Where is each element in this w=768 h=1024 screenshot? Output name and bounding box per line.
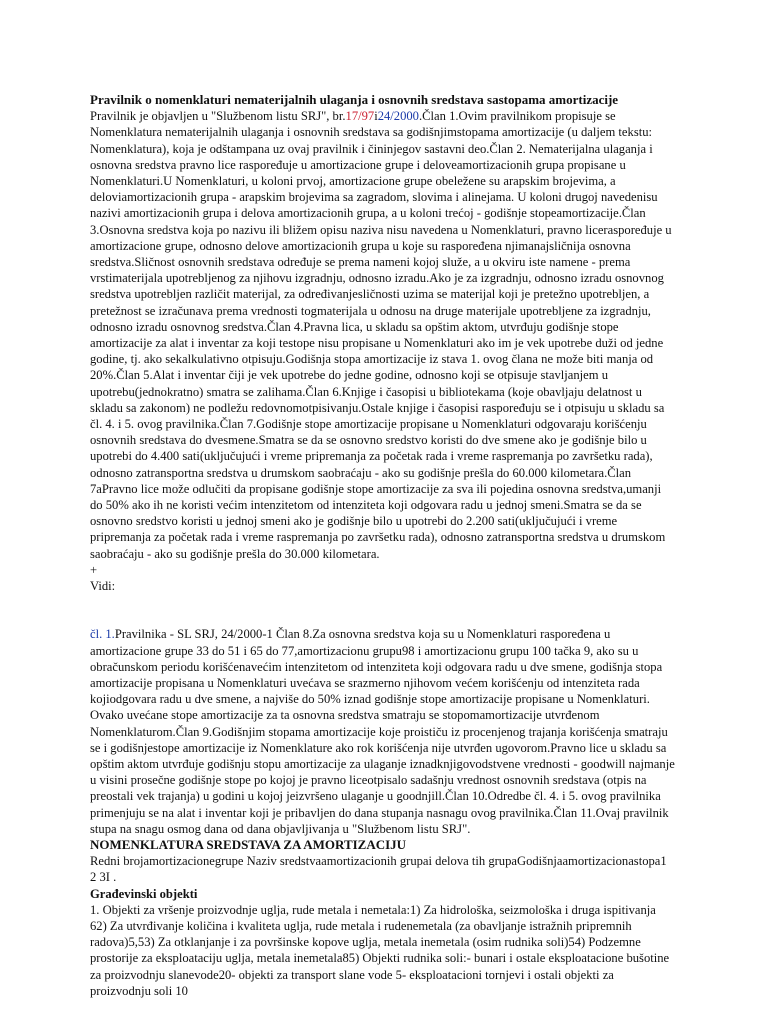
gazette-ref-2000[interactable]: 24/2000: [377, 109, 419, 124]
intro-paragraph: [90, 108, 675, 562]
articles-8-11: [90, 626, 675, 837]
document-title: Pravilnik o nomenklaturi nematerijalnih ulaganja i osnovnih sredstava sastopama amortizacije: [90, 92, 619, 107]
intro-text: Pravilnik je objavljen u "Službenom listu SRJ", br.: [90, 109, 346, 124]
see-also-label: Vidi:: [90, 579, 116, 594]
article-1-link[interactable]: čl. 1.: [90, 627, 115, 642]
table-header: Redni brojamortizacionegrupe Naziv sredstvaamortizacionih grupai delova tih grupaGodišnjaamortizacionastopa1 2 3I .: [90, 854, 667, 885]
spacer: [90, 594, 675, 626]
document-page: [90, 92, 675, 999]
gazette-ref-1997[interactable]: 17/97: [345, 109, 375, 124]
expand-toggle[interactable]: +: [90, 562, 98, 577]
ref-separator: i: [374, 109, 378, 124]
subsection-title: Građevinski objekti: [90, 886, 198, 901]
section-title: NOMENKLATURA SREDSTAVA ZA AMORTIZACIJU: [90, 836, 407, 852]
articles-1-7a: .Član 1.Ovim pravilnikom propisuje se Nomenklatura nematerijalnih ulaganja i osnovnih sredstava sa godišnjimstopama amortizacije (u daljem tekstu: Nomenklatura), koja je odštampana uz ovaj pravilnik i čininjegov sastavni deo.Član 2. Nematerijalna ulaganja i osnovna sredstva pravno lice raspoređuje u amortizacione grupe i deloveamortizacionih grupa propisane u Nomenklaturi.U Nomenklaturi, u koloni prvoj, amortizacione grupe obeležene su arapskim brojevima, a deloviamortizacionih grupa - arapskim brojevima sa zagradom, slovima i alinejama. U koloni drugoj navedenisu nazivi amortizacionih grupa i delova amortizacionih grupa, a u koloni trećoj - godišnje stopeamortizacije.Član 3.Osnovna sredstva koja po nazivu ili bližem opisu naziva nisu navedena u Nomenklaturi, pravno liceraspoređuje u amortizacione grupe, odnosno delove amortizacionih grupa u koje su raspoređena njimanajsličnija osnovna sredstva.Sličnost osnovnih sredstava određuje se prema nameni kojoj služe, a u okviru iste namene - prema vrstimaterijala upotrebljenog za njihovu izgradnju, odnosno izradu.Ako je za izgradnju, odnosno izradu osnovnog sredstva upotrebljen različit materijal, za određivanjesličnosti uzima se materijal koji je pretežno upotrebljen, a pretežnost se izračunava prema vrednosti togmaterijala u odnosu na druge materijale upotrebljene za izgradnju, odnosno izradu osnovnog sredstva.Član 4.Pravna lica, u skladu sa opštim aktom, utvrđuju godišnje stope amortizacije za alat i inventar za koji testope nisu propisane u Nomenklaturi ako im je vek upotrebe duži od jedne godine, tj. ako sekalkulativno otpisuju.Godišnja stopa amortizacije iz stava 1. ovog člana ne može biti manja od 20%.Član 5.Alat i inventar čiji je vek upotrebe do jedne godine, odnosno koji se otpisuje stavljanjem u upotrebu(jednokratno) smatra se zalihama.Član 6.Knjige i časopisi u bibliotekama (koje obavljaju delatnost u skladu sa zakonom) ne podležu redovnomotpisivanju.Ostale knjige i časopisi raspoređuju se i otpisuju u skladu sa čl. 4. i 5. ovog pravilnika.Član 7.Godišnje stope amortizacije propisane u Nomenklaturi odgovaraju korišćenju osnovnih sredstava do dvesmene.Smatra se da se osnovno sredstvo koristi do dve smene ako je godišnje bilo u upotrebi do 4.400 sati(uključujući i vreme pripremanja za početak rada i vreme raspremanja po završetku rada), odnosno zatransportna sredstva u drumskom saobraćaju - ako su godišnje prešla do 60.000 kilometara.Član 7aPravno lice može odlučiti da propisane godišnje stope amortizacije za sva ili pojedina osnovna sredstva,umanji do 50% ako ih ne koristi većim intenzitetom od intenziteta koji odgovara radu u jednoj smeni.Smatra se da se osnovno sredstvo koristi u jednoj smeni ako je godišnje bilo u upotrebi do 2.200 sati(uključujući i vreme pripremanja za početak rada i vreme raspremanja po završetku rada), odnosno zatransportna sredstva u drumskom saobraćaju - ako su godišnje prešla do 30.000 kilometara.: [90, 109, 672, 561]
articles-8-11-text: Pravilnika - SL SRJ, 24/2000-1 Član 8.Za osnovna sredstva koja su u Nomenklaturi raspoređena u amortizacione grupe 33 do 51 i 65 do 77,amortizacionu grupu98 i amortizacionu grupu 100 tačka 9, ako su u obračunskom periodu korišćenavećim intenzitetom od intenziteta koji odgovara radu u dve smene, godišnja stopa amortizacije propisana u Nomenklaturi uvećava se srazmerno njihovom većem korišćenju od intenziteta rada kojiodgovara radu u dve smene, a najviše do 50% iznad godišnje stope amortizacije propisane u Nomenklaturi. Ovako uvećane stope amortizacije za ta osnovna sredstva smatraju se stopomamortizacije utvrđenom Nomenklaturom.Član 9.Godišnjim stopama amortizacije koje proističu iz procenjenog trajanja korišćenja smatraju se i godišnjestope amortizacije iz Nomenklature ako rok korišćenja nije utvrđen ugovorom.Pravno lice u skladu sa opštim aktom utvrđuje godišnju stopu amortizacije za ulaganje iznadknjigovodstvene vrednosti - goodwill najmanje u visini prosečne godišnje stope po kojoj je pravno liceotpisalo sadašnju vrednost osnovnih sredstava (otpis na preostali vek trajanja) u godini u kojoj jeizvršeno ulaganje u goodnjill.Član 10.Odredbe čl. 4. i 5. ovog pravilnika primenjuju se na alat i inventar koji je pribavljen do dana stupanja nasnagu ovog pravilnika.Član 11.Ovaj pravilnik stupa na snagu osmog dana od dana objavljivanja u "Službenom listu SRJ".: [90, 627, 675, 836]
nomenclature-items: 1. Objekti za vršenje proizvodnje uglja, rude metala i nemetala:1) Za hidrološka, seizmološka i druga ispitivanja 62) Za utvrđivanje količina i kvaliteta uglja, rude metala i rudenemetala (za obavljanje istražnih pripremnih radova)5,53) Za otklanjanje i za površinske kopove uglja, metala inemetala (osim rudnika soli)54) Podzemne prostorije za eksploataciju uglja, metala inemetala85) Objekti rudnika soli:- bunari i ostale eksploatacione bušotine za proizvodnju slanevode20- objekti za transport slane vode 5- eksploatacioni tornjevi i ostali objekti za proizvodnju soli 10: [90, 902, 670, 998]
